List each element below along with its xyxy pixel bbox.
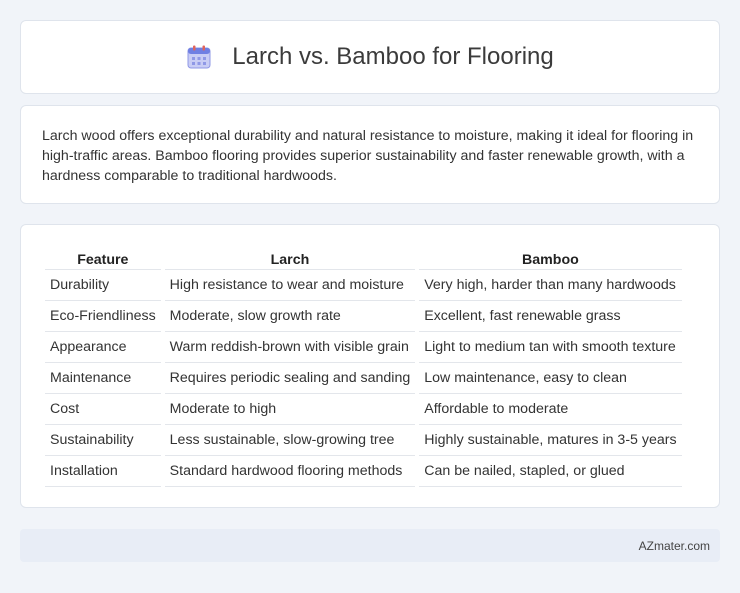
column-header-feature: Feature	[45, 246, 161, 270]
table-row	[45, 270, 682, 301]
table-row	[45, 456, 682, 487]
table-cell: Sustainability	[45, 425, 161, 456]
intro-card	[20, 105, 720, 204]
table-row	[45, 363, 682, 394]
table-cell: Light to medium tan with smooth texture	[419, 332, 681, 363]
table-row	[45, 394, 682, 425]
table-cell: Less sustainable, slow-growing tree	[165, 425, 416, 456]
table-cell: Standard hardwood flooring methods	[165, 456, 416, 487]
table-cell: Maintenance	[45, 363, 161, 394]
table-cell: Very high, harder than many hardwoods	[419, 270, 681, 301]
footer-brand[interactable]: AZmater.com	[638, 538, 710, 553]
table-cell: Eco-Friendliness	[45, 301, 161, 332]
table-cell: Moderate, slow growth rate	[165, 301, 416, 332]
table-cell: Installation	[45, 456, 161, 487]
intro-text: Larch wood offers exceptional durability and natural resistance to moisture, making it ideal for flooring in high-traffic areas. Bamboo flooring provides superior sustainability and faster renewable growth, with a hardness comparable to traditional hardwoods.	[42, 128, 694, 184]
title-card	[20, 20, 720, 94]
table-cell: Requires periodic sealing and sanding	[165, 363, 416, 394]
table-cell: Highly sustainable, matures in 3-5 years	[419, 425, 681, 456]
table-row	[45, 425, 682, 456]
table-row	[45, 301, 682, 332]
table-cell: High resistance to wear and moisture	[165, 270, 416, 301]
table-cell: Appearance	[45, 332, 161, 363]
table-cell: Moderate to high	[165, 394, 416, 425]
table-cell: Low maintenance, easy to clean	[419, 363, 681, 394]
footer	[20, 529, 720, 562]
comparison-card	[20, 224, 720, 508]
table-cell: Durability	[45, 270, 161, 301]
table-row	[45, 332, 682, 363]
table-cell: Cost	[45, 394, 161, 425]
table-header-row	[45, 246, 682, 270]
page-title: Larch vs. Bamboo for Flooring	[232, 43, 554, 70]
table-cell: Excellent, fast renewable grass	[419, 301, 681, 332]
column-header-bamboo: Bamboo	[419, 246, 681, 270]
comparison-table	[41, 246, 686, 487]
table-cell: Can be nailed, stapled, or glued	[419, 456, 681, 487]
title-wrap	[186, 43, 553, 71]
table-cell: Warm reddish-brown with visible grain	[165, 332, 416, 363]
calendar-icon	[186, 44, 212, 70]
column-header-larch: Larch	[165, 246, 416, 270]
table-cell: Affordable to moderate	[419, 394, 681, 425]
